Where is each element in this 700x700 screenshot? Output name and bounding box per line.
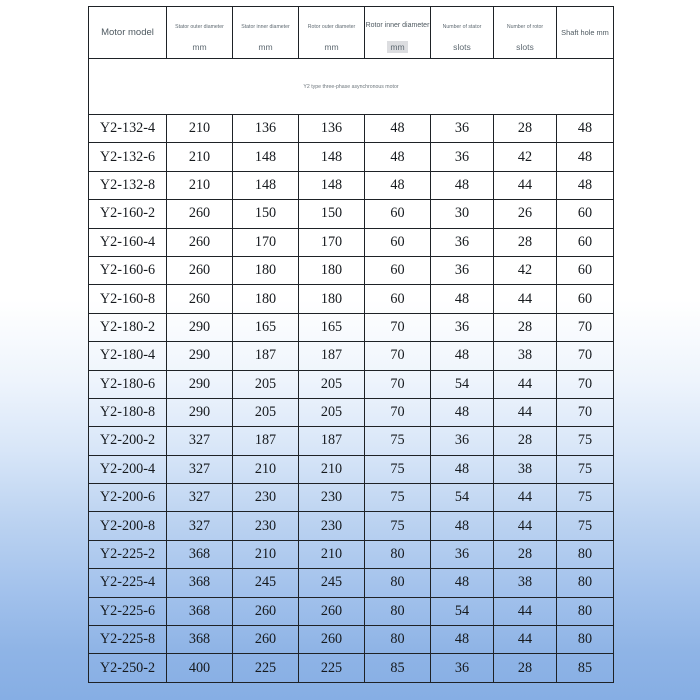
table-cell: 48 bbox=[431, 626, 494, 654]
table-cell: 260 bbox=[167, 200, 233, 228]
table-row bbox=[89, 370, 614, 398]
table-cell: 368 bbox=[167, 626, 233, 654]
cell-motor-model: Y2-225-6 bbox=[89, 597, 167, 625]
table-cell: 48 bbox=[431, 342, 494, 370]
cell-motor-model: Y2-200-4 bbox=[89, 455, 167, 483]
table-cell: 260 bbox=[167, 285, 233, 313]
table-cell: 75 bbox=[557, 512, 614, 540]
header-rotor-outer-diameter bbox=[299, 7, 365, 59]
table-cell: 70 bbox=[557, 370, 614, 398]
header-stator-inner-diameter bbox=[233, 7, 299, 59]
cell-motor-model: Y2-225-4 bbox=[89, 569, 167, 597]
table-cell: 368 bbox=[167, 540, 233, 568]
table-cell: 230 bbox=[299, 484, 365, 512]
header-unit: slots bbox=[453, 41, 471, 52]
cell-motor-model: Y2-225-2 bbox=[89, 540, 167, 568]
table-cell: 230 bbox=[299, 512, 365, 540]
table-cell: 165 bbox=[299, 313, 365, 341]
table-cell: 327 bbox=[167, 427, 233, 455]
table-cell: 48 bbox=[557, 143, 614, 171]
table-cell: 80 bbox=[557, 626, 614, 654]
table-row bbox=[89, 285, 614, 313]
table-cell: 85 bbox=[557, 654, 614, 682]
table-cell: 44 bbox=[494, 626, 557, 654]
table-cell: 48 bbox=[557, 171, 614, 199]
table-row bbox=[89, 512, 614, 540]
table-cell: 210 bbox=[299, 540, 365, 568]
table-cell: 80 bbox=[557, 569, 614, 597]
cell-motor-model: Y2-225-8 bbox=[89, 626, 167, 654]
cell-motor-model: Y2-200-8 bbox=[89, 512, 167, 540]
header-title: Number of rotor bbox=[506, 23, 544, 30]
table-cell: 28 bbox=[494, 228, 557, 256]
cell-motor-model: Y2-160-4 bbox=[89, 228, 167, 256]
table-cell: 60 bbox=[365, 285, 431, 313]
table-cell: 44 bbox=[494, 398, 557, 426]
table-cell: 48 bbox=[431, 512, 494, 540]
table-cell: 80 bbox=[557, 540, 614, 568]
table-row bbox=[89, 342, 614, 370]
table-cell: 210 bbox=[233, 455, 299, 483]
table-cell: 48 bbox=[365, 115, 431, 143]
header-number-of-rotor-slots bbox=[494, 7, 557, 59]
header-unit: mm bbox=[192, 41, 207, 52]
table-row bbox=[89, 569, 614, 597]
table-cell: 36 bbox=[431, 313, 494, 341]
table-caption: Y2 type three-phase asynchronous motor bbox=[89, 59, 614, 115]
table-cell: 48 bbox=[431, 171, 494, 199]
table-cell: 187 bbox=[299, 427, 365, 455]
table-row bbox=[89, 626, 614, 654]
table-cell: 54 bbox=[431, 597, 494, 625]
cell-motor-model: Y2-200-2 bbox=[89, 427, 167, 455]
table-caption-row bbox=[89, 59, 614, 115]
table-cell: 230 bbox=[233, 512, 299, 540]
table-cell: 70 bbox=[365, 398, 431, 426]
table-cell: 187 bbox=[299, 342, 365, 370]
table-header-row bbox=[89, 7, 614, 59]
header-unit-chip: mm bbox=[387, 41, 407, 53]
header-unit: mm bbox=[324, 41, 339, 52]
header-title: Rotor inner diameter bbox=[365, 21, 430, 29]
table-cell: 260 bbox=[299, 626, 365, 654]
header-title: Stator inner diameter bbox=[241, 23, 290, 30]
cell-motor-model: Y2-132-6 bbox=[89, 143, 167, 171]
table-cell: 60 bbox=[557, 228, 614, 256]
table-cell: 290 bbox=[167, 313, 233, 341]
table-row bbox=[89, 597, 614, 625]
table-cell: 187 bbox=[233, 427, 299, 455]
table-cell: 42 bbox=[494, 256, 557, 284]
table-cell: 180 bbox=[233, 256, 299, 284]
table-cell: 170 bbox=[233, 228, 299, 256]
table-cell: 165 bbox=[233, 313, 299, 341]
table-cell: 210 bbox=[167, 115, 233, 143]
table-row bbox=[89, 228, 614, 256]
cell-motor-model: Y2-132-4 bbox=[89, 115, 167, 143]
table-cell: 60 bbox=[365, 256, 431, 284]
table-cell: 180 bbox=[233, 285, 299, 313]
motor-spec-table bbox=[88, 6, 614, 683]
table-cell: 260 bbox=[233, 626, 299, 654]
table-cell: 36 bbox=[431, 654, 494, 682]
table-cell: 327 bbox=[167, 455, 233, 483]
table-cell: 60 bbox=[557, 285, 614, 313]
cell-motor-model: Y2-132-8 bbox=[89, 171, 167, 199]
table-cell: 368 bbox=[167, 597, 233, 625]
header-motor-model bbox=[89, 7, 167, 59]
table-cell: 148 bbox=[299, 171, 365, 199]
table-cell: 210 bbox=[233, 540, 299, 568]
table-cell: 48 bbox=[431, 398, 494, 426]
table-cell: 36 bbox=[431, 115, 494, 143]
header-unit: slots bbox=[516, 41, 534, 52]
table-cell: 80 bbox=[365, 626, 431, 654]
table-cell: 44 bbox=[494, 285, 557, 313]
header-title: Rotor outer diameter bbox=[307, 23, 356, 30]
table-cell: 80 bbox=[557, 597, 614, 625]
table-row bbox=[89, 455, 614, 483]
table-cell: 327 bbox=[167, 512, 233, 540]
table-cell: 205 bbox=[299, 370, 365, 398]
table-cell: 260 bbox=[167, 256, 233, 284]
table-cell: 80 bbox=[365, 569, 431, 597]
table-cell: 150 bbox=[299, 200, 365, 228]
table-cell: 225 bbox=[299, 654, 365, 682]
table-cell: 28 bbox=[494, 654, 557, 682]
table-cell: 245 bbox=[299, 569, 365, 597]
table-cell: 36 bbox=[431, 427, 494, 455]
table-row bbox=[89, 427, 614, 455]
table-cell: 48 bbox=[557, 115, 614, 143]
table-row bbox=[89, 171, 614, 199]
table-cell: 225 bbox=[233, 654, 299, 682]
cell-motor-model: Y2-160-6 bbox=[89, 256, 167, 284]
table-cell: 54 bbox=[431, 370, 494, 398]
header-shaft-hole-label: Shaft hole mm bbox=[561, 28, 609, 37]
table-cell: 205 bbox=[299, 398, 365, 426]
table-row bbox=[89, 484, 614, 512]
table-cell: 36 bbox=[431, 143, 494, 171]
table-cell: 80 bbox=[365, 540, 431, 568]
table-cell: 210 bbox=[167, 143, 233, 171]
table-cell: 44 bbox=[494, 597, 557, 625]
table-cell: 136 bbox=[299, 115, 365, 143]
table-cell: 148 bbox=[299, 143, 365, 171]
table-cell: 290 bbox=[167, 398, 233, 426]
table-cell: 205 bbox=[233, 370, 299, 398]
table-cell: 150 bbox=[233, 200, 299, 228]
table-cell: 28 bbox=[494, 427, 557, 455]
table-cell: 75 bbox=[557, 455, 614, 483]
table-cell: 42 bbox=[494, 143, 557, 171]
table-cell: 260 bbox=[299, 597, 365, 625]
table-cell: 36 bbox=[431, 228, 494, 256]
table-cell: 327 bbox=[167, 484, 233, 512]
table-cell: 180 bbox=[299, 256, 365, 284]
cell-motor-model: Y2-180-4 bbox=[89, 342, 167, 370]
table-cell: 44 bbox=[494, 370, 557, 398]
table-cell: 75 bbox=[365, 455, 431, 483]
table-cell: 36 bbox=[431, 540, 494, 568]
table-cell: 60 bbox=[557, 200, 614, 228]
header-title: Number of stator bbox=[442, 23, 482, 30]
table-cell: 48 bbox=[431, 455, 494, 483]
table-cell: 26 bbox=[494, 200, 557, 228]
table-cell: 30 bbox=[431, 200, 494, 228]
table-row bbox=[89, 115, 614, 143]
table-cell: 44 bbox=[494, 512, 557, 540]
header-number-of-stator-slots bbox=[431, 7, 494, 59]
table-body bbox=[89, 59, 614, 683]
header-stator-outer-diameter bbox=[167, 7, 233, 59]
table-cell: 70 bbox=[557, 342, 614, 370]
cell-motor-model: Y2-160-2 bbox=[89, 200, 167, 228]
table-cell: 70 bbox=[365, 313, 431, 341]
header-unit: mm bbox=[258, 41, 273, 52]
header-motor-model-label: Motor model bbox=[101, 27, 154, 38]
table-cell: 205 bbox=[233, 398, 299, 426]
table-row bbox=[89, 540, 614, 568]
table-cell: 38 bbox=[494, 569, 557, 597]
table-cell: 80 bbox=[365, 597, 431, 625]
table-cell: 260 bbox=[233, 597, 299, 625]
table-cell: 75 bbox=[365, 484, 431, 512]
table-cell: 44 bbox=[494, 484, 557, 512]
table-cell: 28 bbox=[494, 313, 557, 341]
table-cell: 70 bbox=[557, 313, 614, 341]
table-cell: 28 bbox=[494, 115, 557, 143]
table-cell: 148 bbox=[233, 143, 299, 171]
table-cell: 260 bbox=[167, 228, 233, 256]
table-cell: 48 bbox=[431, 285, 494, 313]
table-cell: 170 bbox=[299, 228, 365, 256]
cell-motor-model: Y2-160-8 bbox=[89, 285, 167, 313]
table-cell: 36 bbox=[431, 256, 494, 284]
table-cell: 70 bbox=[557, 398, 614, 426]
table-cell: 60 bbox=[365, 228, 431, 256]
cell-motor-model: Y2-180-8 bbox=[89, 398, 167, 426]
table-row bbox=[89, 256, 614, 284]
table-cell: 60 bbox=[365, 200, 431, 228]
table-row bbox=[89, 654, 614, 682]
table-cell: 44 bbox=[494, 171, 557, 199]
table-cell: 48 bbox=[365, 171, 431, 199]
table-cell: 38 bbox=[494, 455, 557, 483]
table-row bbox=[89, 200, 614, 228]
table-cell: 85 bbox=[365, 654, 431, 682]
table-cell: 54 bbox=[431, 484, 494, 512]
table-row bbox=[89, 398, 614, 426]
header-title: Stator outer diameter bbox=[175, 23, 224, 30]
cell-motor-model: Y2-180-2 bbox=[89, 313, 167, 341]
table-cell: 210 bbox=[299, 455, 365, 483]
table-cell: 70 bbox=[365, 370, 431, 398]
table-cell: 75 bbox=[557, 427, 614, 455]
table-cell: 136 bbox=[233, 115, 299, 143]
table-cell: 38 bbox=[494, 342, 557, 370]
header-shaft-hole bbox=[557, 7, 614, 59]
cell-motor-model: Y2-250-2 bbox=[89, 654, 167, 682]
table-cell: 290 bbox=[167, 342, 233, 370]
table-cell: 70 bbox=[365, 342, 431, 370]
table-cell: 180 bbox=[299, 285, 365, 313]
table-cell: 368 bbox=[167, 569, 233, 597]
table-cell: 230 bbox=[233, 484, 299, 512]
table-cell: 60 bbox=[557, 256, 614, 284]
table-cell: 187 bbox=[233, 342, 299, 370]
table-cell: 48 bbox=[365, 143, 431, 171]
table-cell: 245 bbox=[233, 569, 299, 597]
table-cell: 75 bbox=[365, 512, 431, 540]
table-cell: 28 bbox=[494, 540, 557, 568]
table-cell: 290 bbox=[167, 370, 233, 398]
header-rotor-inner-diameter bbox=[365, 7, 431, 59]
cell-motor-model: Y2-180-6 bbox=[89, 370, 167, 398]
table-cell: 148 bbox=[233, 171, 299, 199]
table-cell: 210 bbox=[167, 171, 233, 199]
table-cell: 75 bbox=[365, 427, 431, 455]
table-row bbox=[89, 143, 614, 171]
table-cell: 75 bbox=[557, 484, 614, 512]
table-cell: 48 bbox=[431, 569, 494, 597]
cell-motor-model: Y2-200-6 bbox=[89, 484, 167, 512]
table-cell: 400 bbox=[167, 654, 233, 682]
table-row bbox=[89, 313, 614, 341]
